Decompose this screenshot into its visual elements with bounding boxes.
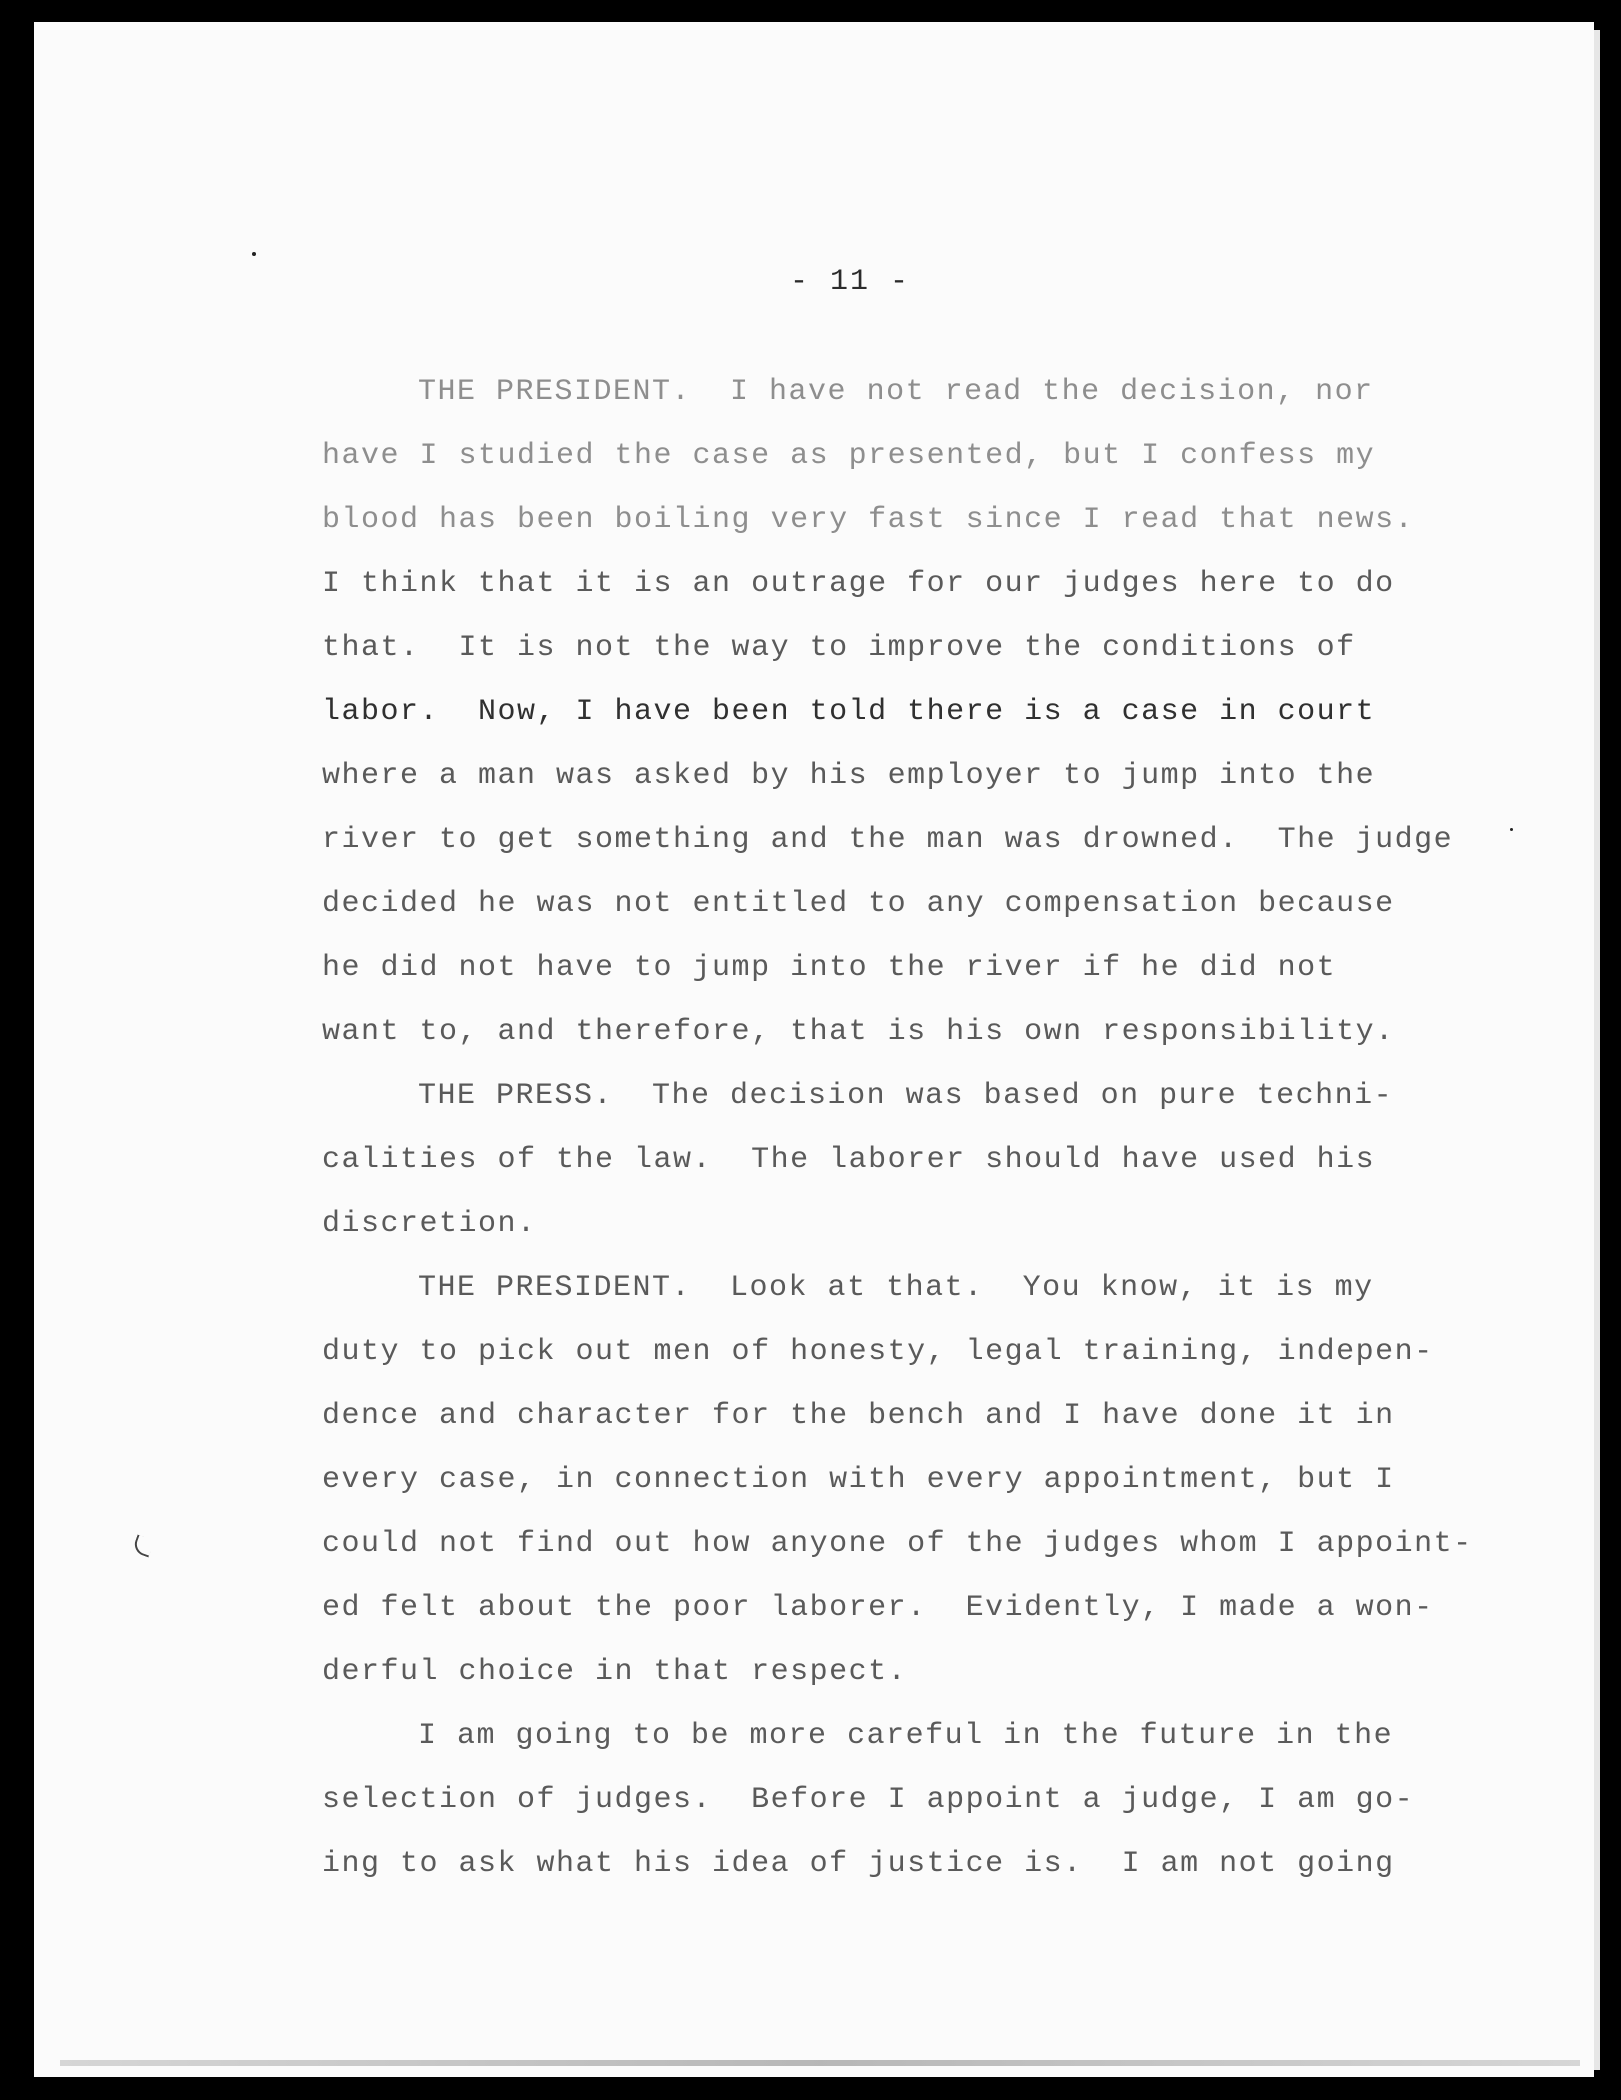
text-line: dence and character for the bench and I have done it in: [322, 1399, 1395, 1433]
speck-mark: [1510, 828, 1513, 831]
text-line: duty to pick out men of honesty, legal training, indepen-: [322, 1335, 1434, 1369]
text-line: I am going to be more careful in the future in the: [418, 1719, 1394, 1753]
text-line: derful choice in that respect.: [322, 1655, 908, 1689]
page-edge: [1594, 30, 1600, 2070]
text-line: blood has been boiling very fast since I read that news.: [322, 503, 1415, 537]
text-line: I think that it is an outrage for our judges here to do: [322, 567, 1395, 601]
text-line: THE PRESIDENT. Look at that. You know, it is my: [418, 1271, 1374, 1305]
text-line: calities of the law. The laborer should have used his: [322, 1143, 1376, 1177]
text-line: THE PRESIDENT. I have not read the decision, nor: [418, 375, 1374, 409]
typed-text: [322, 360, 1473, 1896]
text-line: ing to ask what his idea of justice is. I am not going: [322, 1847, 1395, 1881]
text-line: THE PRESS. The decision was based on pure techni-: [418, 1079, 1394, 1113]
text-line: selection of judges. Before I appoint a judge, I am go-: [322, 1783, 1415, 1817]
text-line: ed felt about the poor laborer. Evidently, I made a won-: [322, 1591, 1434, 1625]
text-line: decided he was not entitled to any compensation because: [322, 887, 1395, 921]
text-line: that. It is not the way to improve the conditions of: [322, 631, 1356, 665]
text-line: want to, and therefore, that is his own responsibility.: [322, 1015, 1395, 1049]
text-line: have I studied the case as presented, but I confess my: [322, 439, 1376, 473]
text-line: could not find out how anyone of the judges whom I appoint-: [322, 1527, 1473, 1561]
page-bottom-shadow: [60, 2060, 1580, 2066]
text-line: river to get something and the man was drowned. The judge: [322, 823, 1454, 857]
text-line: he did not have to jump into the river if he did not: [322, 951, 1337, 985]
text-line: where a man was asked by his employer to jump into the: [322, 759, 1376, 793]
text-line: discretion.: [322, 1207, 537, 1241]
text-line: every case, in connection with every appointment, but I: [322, 1463, 1395, 1497]
speck-mark: [252, 252, 256, 256]
text-line: labor. Now, I have been told there is a case in court: [322, 695, 1376, 729]
page-number: - 11 -: [789, 265, 911, 299]
